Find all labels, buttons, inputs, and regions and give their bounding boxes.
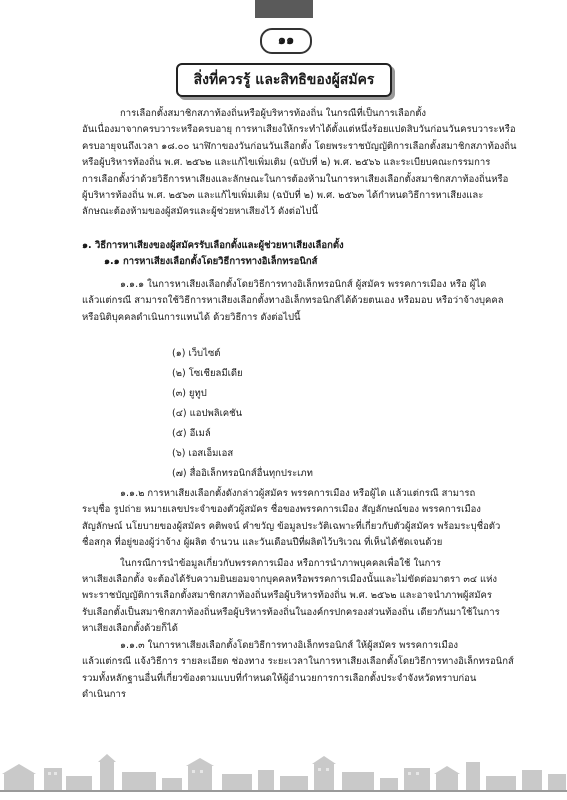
intro-line: อันเนื่องมาจากครบวาระหรือครบอายุ การหาเสียงให้กระทำได้ตั้งแต่หนึ่งร้อยแปดสิบวันก่อนวันครบวาระหรือ	[82, 124, 516, 136]
para-line: รวมทั้งหลักฐานอื่นที่เกี่ยวข้องตามแบบที่กำหนดให้ผู้อำนวยการการเลือกตั้งประจำจังหวัดทราบก่อน	[82, 672, 477, 684]
channel-list	[172, 344, 313, 484]
city-skyline-illustration	[0, 754, 567, 790]
para-line: ในกรณีการนำข้อมูลเกี่ยวกับพรรคการเมือง หรือการนำภาพบุคคลเพื่อใช้ ในการ	[120, 557, 441, 569]
page-title: สิ่งที่ควรรู้ และสิทธิของผู้สมัคร	[176, 63, 392, 97]
para-line: แล้วแต่กรณี สามารถใช้วิธีการหาเสียงเลือกตั้งทางอิเล็กทรอนิกส์ได้ด้วยตนเอง หรือมอบ หรือว่าจ้างบุคคล	[82, 295, 504, 307]
para-line: รับเลือกตั้งเป็นสมาชิกสภาท้องถิ่นหรือผู้บริหารท้องถิ่นในองค์กรปกครองส่วนท้องถิ่น เดียวกันมาใช้ในการ	[82, 606, 500, 618]
intro-line: ลักษณะต้องห้ามของผู้สมัครและผู้ช่วยหาเสียงไว้ ดังต่อไปนี้	[82, 206, 318, 218]
para-line: ๑.๑.๑ ในการหาเสียงเลือกตั้งโดยวิธีการทางอิเล็กทรอนิกส์ ผู้สมัคร พรรคการเมือง หรือ ผู้ได	[120, 278, 487, 290]
list-item: (๓) ยูทูป	[172, 388, 207, 399]
para-line: ระบุชื่อ รูปถ่าย หมายเลขประจำของตัวผู้สมัคร ชื่อของพรรคการเมือง สัญลักษณ์ของ พรรคการเมือง	[82, 504, 481, 516]
para-line: ๑.๑.๒ การหาเสียงเลือกตั้งดังกล่าวผู้สมัคร พรรคการเมือง หรือผู้ได แล้วแต่กรณี สามารถ	[120, 488, 476, 499]
intro-line: ครบอายุจนถึงเวลา ๑๘.๐๐ นาฬิกาของวันก่อนวันเลือกตั้ง โดยพระราชบัญญัติการเลือกตั้งสมาชิกสภาท้องถิ่น	[82, 140, 517, 152]
intro-line: ผู้บริหารท้องถิ่น พ.ศ. ๒๕๖๓ และแก้ไขเพิ่มเติม (ฉบับที่ ๒) พ.ศ. ๒๕๖๓ ได้กำหนดวิธีการหาเสียงและ	[82, 190, 484, 202]
para-line: ดำเนินการ	[82, 689, 126, 701]
intro-line: การเลือกตั้งว่าด้วยวิธีการหาเสียงและลักษณะในการต้องห้ามในการหาเสียงเลือกตั้งสมาชิกสภาท้องถิ่นหรือ	[82, 173, 509, 185]
para-line: ชื่อสกุล ที่อยู่ของผู้ว่าจ้าง ผู้ผลิต จำนวน และวันเดือนปีที่ผลิตไว้บริเวณ ที่เห็นได้ชัดเจนด้วย	[82, 537, 443, 549]
para-line: หาเสียงเลือกตั้งด้วยก็ได้	[82, 623, 178, 635]
section-heading: ๑. วิธีการหาเสียงของผู้สมัครรับเลือกตั้งและผู้ช่วยหาเสียงเลือกตั้ง	[82, 240, 344, 251]
intro-line: การเลือกตั้งสมาชิกสภาท้องถิ่นหรือผู้บริหารท้องถิ่น ในกรณีที่เป็นการเลือกตั้ง	[120, 108, 427, 119]
list-item: (๑) เว็บไซต์	[172, 348, 221, 359]
footer-divider	[0, 790, 567, 792]
intro-line: หรือผู้บริหารท้องถิ่น พ.ศ. ๒๕๖๒ และแก้ไขเพิ่มเติม (ฉบับที่ ๒) พ.ศ. ๒๕๖๖ และระเบียบคณะกรรมการ	[82, 157, 491, 169]
list-item: (๕) อีเมล์	[172, 428, 211, 439]
list-item: (๗) สื่ออิเล็กทรอนิกส์อื่นทุกประเภท	[172, 468, 313, 479]
para-line: หาเสียงเลือกตั้ง จะต้องได้รับความยินยอมจากบุคคลหรือพรรคการเมืองนั้นและไม่ขัดต่อมาตรา ๓๔ แห่ง	[82, 574, 498, 586]
para-line: สัญลักษณ์ นโยบายของผู้สมัคร คติพจน์ คำขวัญ ข้อมูลประวัติเฉพาะที่เกี่ยวกับตัวผู้สมัคร พร้อมระบุชื่อตัว	[82, 520, 501, 532]
para-line: แล้วแต่กรณี แจ้งวิธีการ รายละเอียด ช่องทาง ระยะเวลาในการหาเสียงเลือกตั้งโดยวิธีการทางอิเล็กทรอนิกส์	[82, 656, 514, 668]
intro-paragraph	[82, 106, 522, 221]
page-tab	[255, 0, 313, 18]
para-line: ๑.๑.๓ ในการหาเสียงเลือกตั้งโดยวิธีการทางอิเล็กทรอนิกส์ ให้ผู้สมัคร พรรคการเมือง	[120, 640, 459, 651]
list-item: (๖) เอสเอ็มเอส	[172, 448, 234, 459]
para-line: พระราชบัญญัติการเลือกตั้งสมาชิกสภาท้องถิ่นหรือผู้บริหารท้องถิ่น พ.ศ. ๒๕๖๒ และอาจนำภาพผู้สมัคร	[82, 590, 492, 602]
section-1	[82, 238, 522, 326]
subsection-heading: ๑.๑ การหาเสียงเลือกตั้งโดยวิธีการทางอิเล็กทรอนิกส์	[104, 256, 318, 268]
list-item: (๔) แอปพลิเคชัน	[172, 408, 243, 419]
list-item: (๒) โซเชียลมีเดีย	[172, 368, 243, 379]
para-1-1-3	[82, 638, 522, 704]
para-1-1-2	[82, 486, 522, 638]
page-number: ๑๑	[260, 28, 312, 54]
para-line: หรือนิติบุคคลดำเนินการแทนได้ ด้วยวิธีการ ดังต่อไปนี้	[82, 311, 301, 323]
